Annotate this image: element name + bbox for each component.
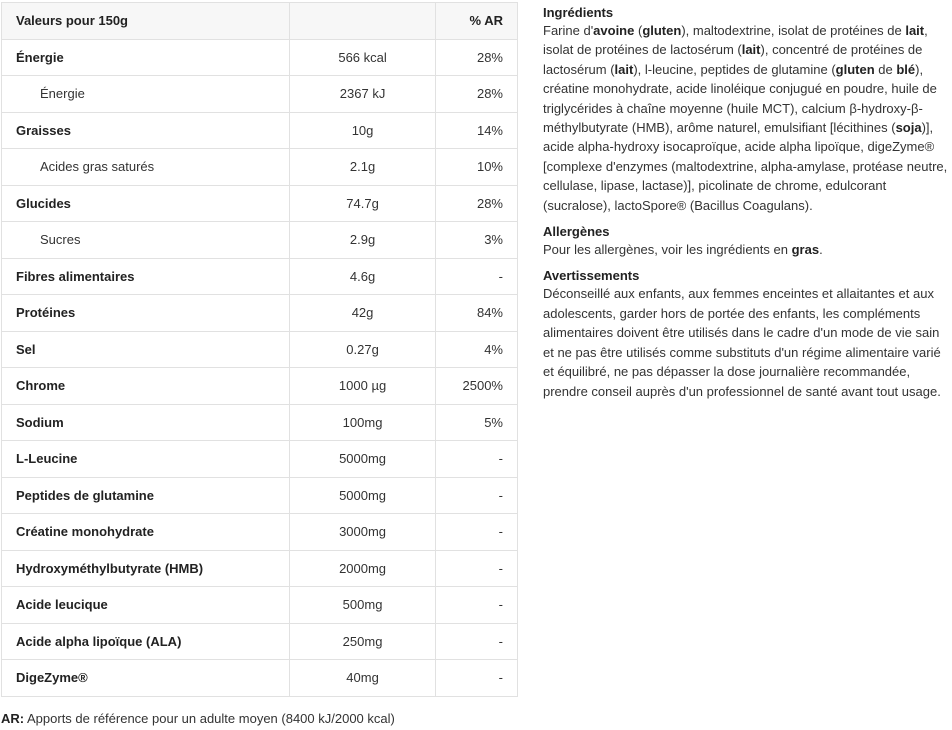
row-name: Sodium [2, 404, 290, 441]
row-value: 3000mg [290, 514, 436, 551]
row-value: 100mg [290, 404, 436, 441]
table-row [2, 76, 518, 113]
table-row [2, 112, 518, 149]
allergens-bold-word: gras [791, 242, 820, 258]
ingredient-text: )], acide alpha-hydroxy isocaproïque, acide alpha lipoïque, digeZyme® [complexe d'enzymes (maltodextrine, alpha-amylase, protéase neutre, cellulase, lipase, lactase)], picolinate de chrome, edulcorant (sucralose), lactoSpore® (Bacillus Coagulans). [543, 120, 948, 213]
row-name: DigeZyme® [2, 660, 290, 697]
ingredient-allergen: avoine [593, 23, 635, 38]
allergens-section [543, 223, 948, 259]
table-row [2, 623, 518, 660]
table-row [2, 185, 518, 222]
row-pct: - [435, 514, 517, 551]
allergens-text-after: . [819, 242, 823, 258]
table-row [2, 295, 518, 332]
footnote-label: AR: [1, 711, 25, 726]
ingredient-allergen: lait [905, 23, 925, 38]
header-value [290, 3, 436, 40]
table-row [2, 39, 518, 76]
row-value: 10g [290, 112, 436, 149]
row-name: Sucres [2, 222, 290, 259]
table-row [2, 404, 518, 441]
row-pct: 5% [435, 404, 517, 441]
allergens-text [543, 240, 948, 259]
reference-footnote [1, 711, 395, 726]
allergens-text-before: Pour les allergènes, voir les ingrédients en [543, 242, 792, 258]
row-value: 2367 kJ [290, 76, 436, 113]
row-pct: 28% [435, 39, 517, 76]
ingredient-text: ), concentré de protéines de lactosérum ( [543, 42, 923, 77]
row-pct: - [435, 258, 517, 295]
row-name: Acide leucique [2, 587, 290, 624]
ingredient-text: de [874, 61, 897, 77]
row-name: Glucides [2, 185, 290, 222]
nutrition-table-container [1, 2, 518, 697]
product-info-panel [543, 4, 948, 409]
row-pct: 3% [435, 222, 517, 259]
row-value: 5000mg [290, 441, 436, 478]
table-row [2, 477, 518, 514]
ingredient-text: ), créatine monohydrate, acide linoléique conjugué en poudre, huile de triglycérides à chaîne moyenne (huile MCT), calcium β-hydroxy-β-méthylbutyrate (HMB), arôme naturel, emulsifiant [lécithines ( [543, 61, 937, 136]
row-value: 500mg [290, 587, 436, 624]
row-pct: 10% [435, 149, 517, 186]
ingredient-text: ), l-leucine, peptides de glutamine ( [633, 61, 836, 77]
row-name: Hydroxyméthylbutyrate (HMB) [2, 550, 290, 587]
row-value: 40mg [290, 660, 436, 697]
nutrition-table [1, 2, 518, 697]
warnings-section [543, 267, 948, 400]
footnote-text: Apports de référence pour un adulte moyen (8400 kJ/2000 kcal) [24, 711, 395, 726]
ingredient-allergen: gluten [835, 61, 875, 77]
row-value: 4.6g [290, 258, 436, 295]
row-value: 5000mg [290, 477, 436, 514]
ingredient-allergen: lait [614, 61, 634, 77]
row-name: Fibres alimentaires [2, 258, 290, 295]
row-name: Énergie [2, 76, 290, 113]
row-pct: 4% [435, 331, 517, 368]
row-pct: 84% [435, 295, 517, 332]
table-row [2, 514, 518, 551]
row-name: Peptides de glutamine [2, 477, 290, 514]
row-pct: 28% [435, 185, 517, 222]
ingredients-title: Ingrédients [543, 5, 614, 20]
table-row [2, 331, 518, 368]
row-pct: 2500% [435, 368, 517, 405]
row-value: 250mg [290, 623, 436, 660]
table-row [2, 368, 518, 405]
row-pct: 28% [435, 76, 517, 113]
table-row [2, 587, 518, 624]
row-name: Acides gras saturés [2, 149, 290, 186]
row-pct: - [435, 550, 517, 587]
row-pct: - [435, 477, 517, 514]
row-value: 74.7g [290, 185, 436, 222]
row-name: Protéines [2, 295, 290, 332]
row-name: Graisses [2, 112, 290, 149]
row-value: 2.9g [290, 222, 436, 259]
table-row [2, 441, 518, 478]
header-pct: % AR [435, 3, 517, 40]
row-value: 2000mg [290, 550, 436, 587]
nutrition-table-header [2, 3, 518, 40]
ingredient-allergen: lait [741, 42, 761, 58]
row-name: Acide alpha lipoïque (ALA) [2, 623, 290, 660]
allergens-title: Allergènes [543, 224, 610, 240]
row-name: Énergie [2, 39, 290, 76]
row-pct: - [435, 660, 517, 697]
row-value: 0.27g [290, 331, 436, 368]
ingredients-text [543, 21, 948, 215]
header-name: Valeurs pour 150g [2, 3, 290, 40]
ingredients-section [543, 4, 948, 215]
table-row [2, 222, 518, 259]
row-value: 42g [290, 295, 436, 332]
row-name: Créatine monohydrate [2, 514, 290, 551]
row-pct: - [435, 587, 517, 624]
ingredient-allergen: soja [895, 120, 922, 136]
ingredient-allergen: gluten [642, 23, 682, 38]
row-pct: - [435, 441, 517, 478]
row-name: Chrome [2, 368, 290, 405]
row-value: 1000 µg [290, 368, 436, 405]
ingredient-allergen: blé [896, 61, 916, 77]
warnings-title: Avertissements [543, 268, 640, 284]
row-value: 2.1g [290, 149, 436, 186]
ingredient-text: Farine d' [543, 23, 594, 38]
warnings-text: Déconseillé aux enfants, aux femmes enceintes et allaitantes et aux adolescents, garder hors de portée des enfants, les compléments alimentaires doivent être utilisés dans le cadre d'un mode de vie sain et ne pas être utilisés comme substituts d'un régime alimentaire varié et équilibré, ne pas dépasser la dose journalière recommandée, prendre conseil auprès d'un professionnel de santé avant tout usage. [543, 286, 941, 399]
row-value: 566 kcal [290, 39, 436, 76]
table-row [2, 149, 518, 186]
row-pct: - [435, 623, 517, 660]
ingredient-text: ( [634, 23, 643, 38]
table-row [2, 258, 518, 295]
row-pct: 14% [435, 112, 517, 149]
table-row [2, 660, 518, 697]
row-name: L-Leucine [2, 441, 290, 478]
ingredient-text: ), maltodextrine, isolat de protéines de [681, 23, 906, 38]
ingredient-text: , isolat de protéines de lactosérum ( [543, 23, 928, 58]
row-name: Sel [2, 331, 290, 368]
table-row [2, 550, 518, 587]
